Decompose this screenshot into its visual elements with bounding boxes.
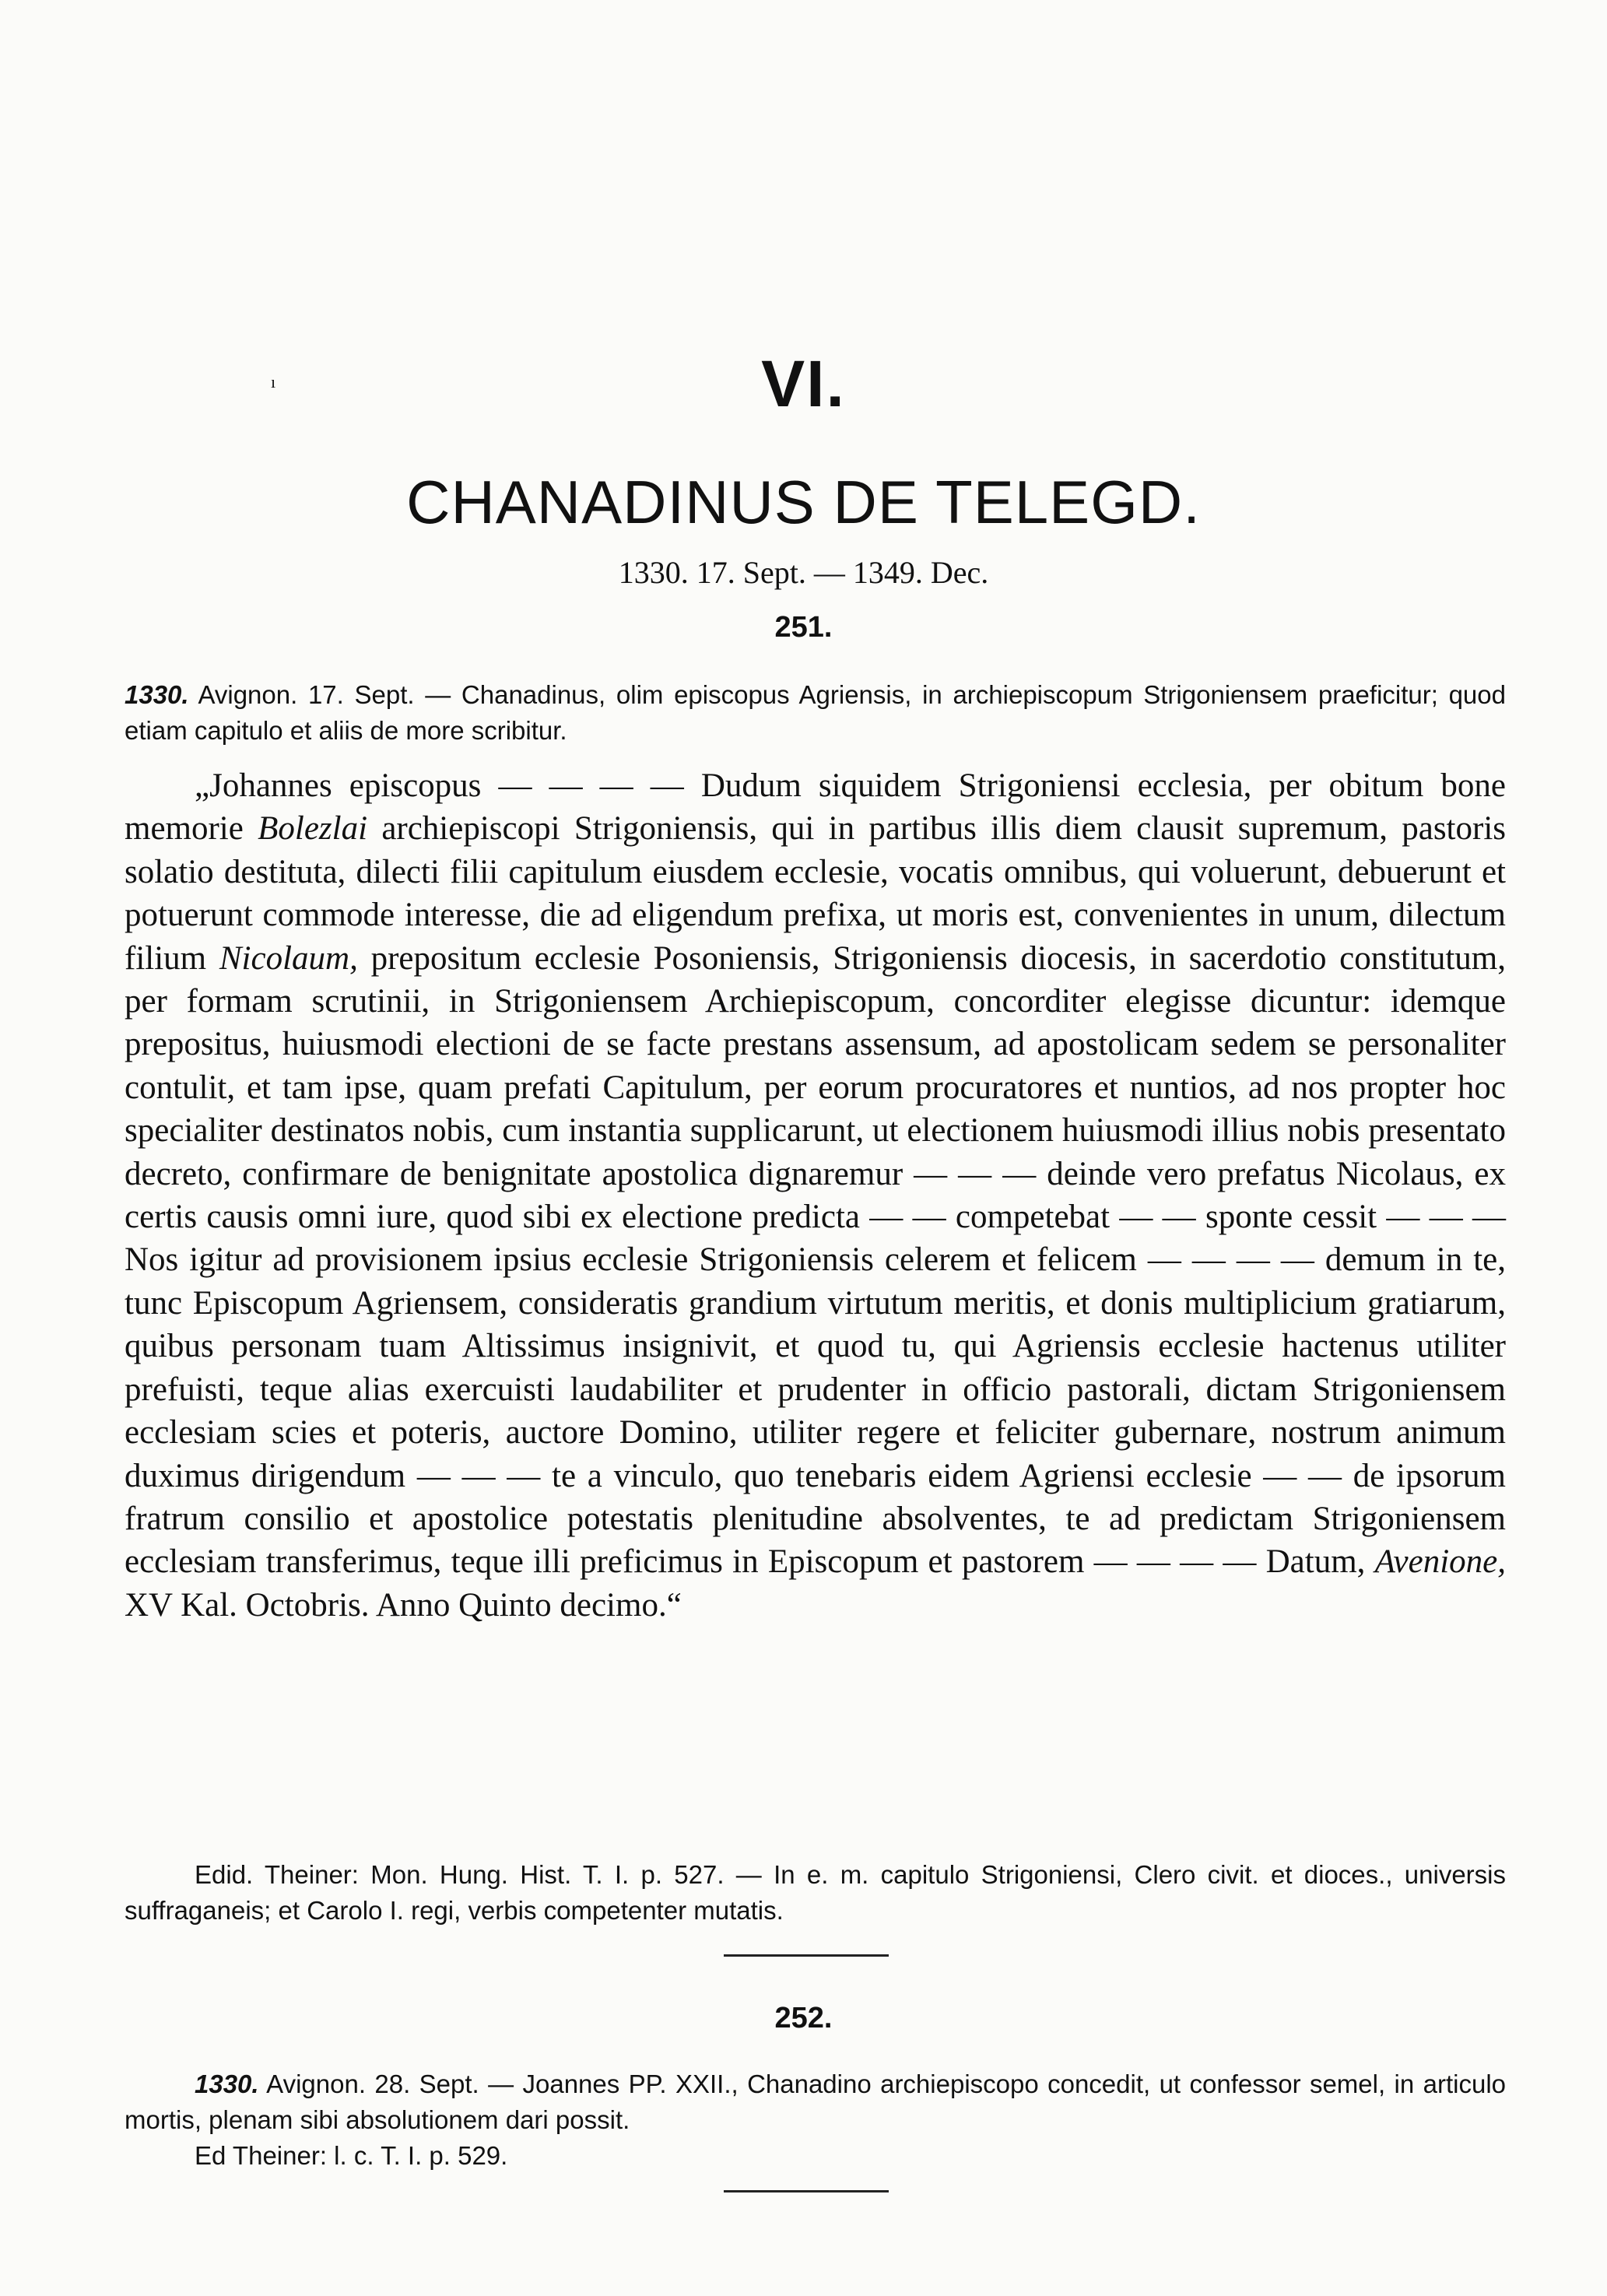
charter-text	[125, 764, 1506, 1627]
print-speck: ı	[271, 372, 276, 391]
charter-name-italic: Nicolaum,	[219, 939, 358, 977]
chapter-dates: 1330. 17. Sept. — 1349. Dec.	[618, 555, 989, 590]
document-number: 251.	[774, 611, 833, 644]
charter-text-part: XV Kal. Octobris. Anno Quinto decimo.“	[125, 1586, 682, 1624]
edition-note	[125, 2138, 1506, 2174]
charter-text-part: prepositum ecclesie Posoniensis, Strigoniensis diocesis, in sacerdotio constitutum, per formam scrutinii, in Strigoniensem Archiepiscopum, concorditer elegisse dicuntur: idemque prepositus, huiusmodi electioni de se facte prestans assensum, ad apostolicam sedem se personaliter contulit, et tam ipse, quam prefati Capitulum, per eorum procuratores et nuntios, ad nos propter hoc specialiter destinatos nobis, cum instantia supplicarunt, ut electionem huiusmodi illius nobis presentato decreto, confirmare de benignitate apostolica dignaremur — — — deinde vero prefatus Nicolaus, ex certis causis omni iure, quod sibi ex electione predicta — — competebat — — sponte cessit — — — Nos igitur ad provisionem ipsius ecclesie Strigoniensis celerem et felicem — — — — demum in te, tunc Episcopum Agriensem, consideratis grandium virtutum meritis, et donis multiplicium gratiarum, quibus personam tuam Altissimus insignivit, et quod tu, qui Agriensis ecclesie hactenus utiliter prefuisti, teque alias exercuisti laudabiliter et prudenter in officio pastorali, dictam Strigoniensem ecclesiam scies et poteris, auctore Domino, utiliter regere et feliciter gubernare, nostrum animum duximus dirigendum — — — te a vinculo, quo tenebaris eidem Agriensi ecclesie — — de ipsorum fratrum consilio et apostolice potestatis plenitudine absolventes, te ad predictam Strigoniensem ecclesiam transferimus, teque illi preficimus in Episcopum et pastorem — — — — Datum,	[125, 939, 1506, 1581]
document-number: 252.	[774, 2002, 833, 2034]
chapter-number: VI.	[761, 347, 846, 420]
regest-text: Avignon. 28. Sept. — Joannes PP. XXII., Chanadino archiepiscopo concedit, ut confessor semel, in articulo mortis, plenam sibi absolutionem dari possit.	[125, 2070, 1506, 2134]
regest-year: 1330.	[195, 2070, 259, 2098]
charter-place-italic: Avenione,	[1374, 1543, 1506, 1581]
edition-note-text: Ed Theiner: l. c. T. I. p. 529.	[195, 2141, 508, 2170]
charter-text-part: „Johannes episcopus — — — — Dudum siquidem Strigoniensi ecclesia, per obitum bone memorie	[125, 767, 1506, 848]
chapter-title: CHANADINUS DE TELEGD.	[406, 468, 1201, 536]
charter-name-italic: Bolezlai	[258, 810, 368, 848]
charter-text-part: archiepiscopi Strigoniensis, qui in partibus illis diem clausit supremum, pastoris solatio destituta, dilecti filii capitulum eiusdem ecclesie, vocatis omnibus, qui voluerunt, debuerunt et potuerunt commode interesse, die ad eligendum prefixa, ut moris est, convenientes in unum, dilectum filium	[125, 810, 1506, 977]
divider-rule	[724, 1954, 889, 1957]
edition-note: Edid. Theiner: Mon. Hung. Hist. T. I. p. 527. — In e. m. capitulo Strigoniensi, Clero civit. et dioces., universis suffraganeis; et Carolo I. regi, verbis competenter mutatis.	[125, 1860, 1506, 1925]
regest	[125, 677, 1506, 749]
regest-year: 1330.	[125, 680, 189, 709]
regest-text: Avignon. 17. Sept. — Chanadinus, olim episcopus Agriensis, in archiepiscopum Strigoniensem praeficitur; quod etiam capitulo et aliis de more scribitur.	[125, 680, 1506, 745]
divider-rule	[724, 2190, 889, 2192]
regest	[125, 2066, 1506, 2138]
